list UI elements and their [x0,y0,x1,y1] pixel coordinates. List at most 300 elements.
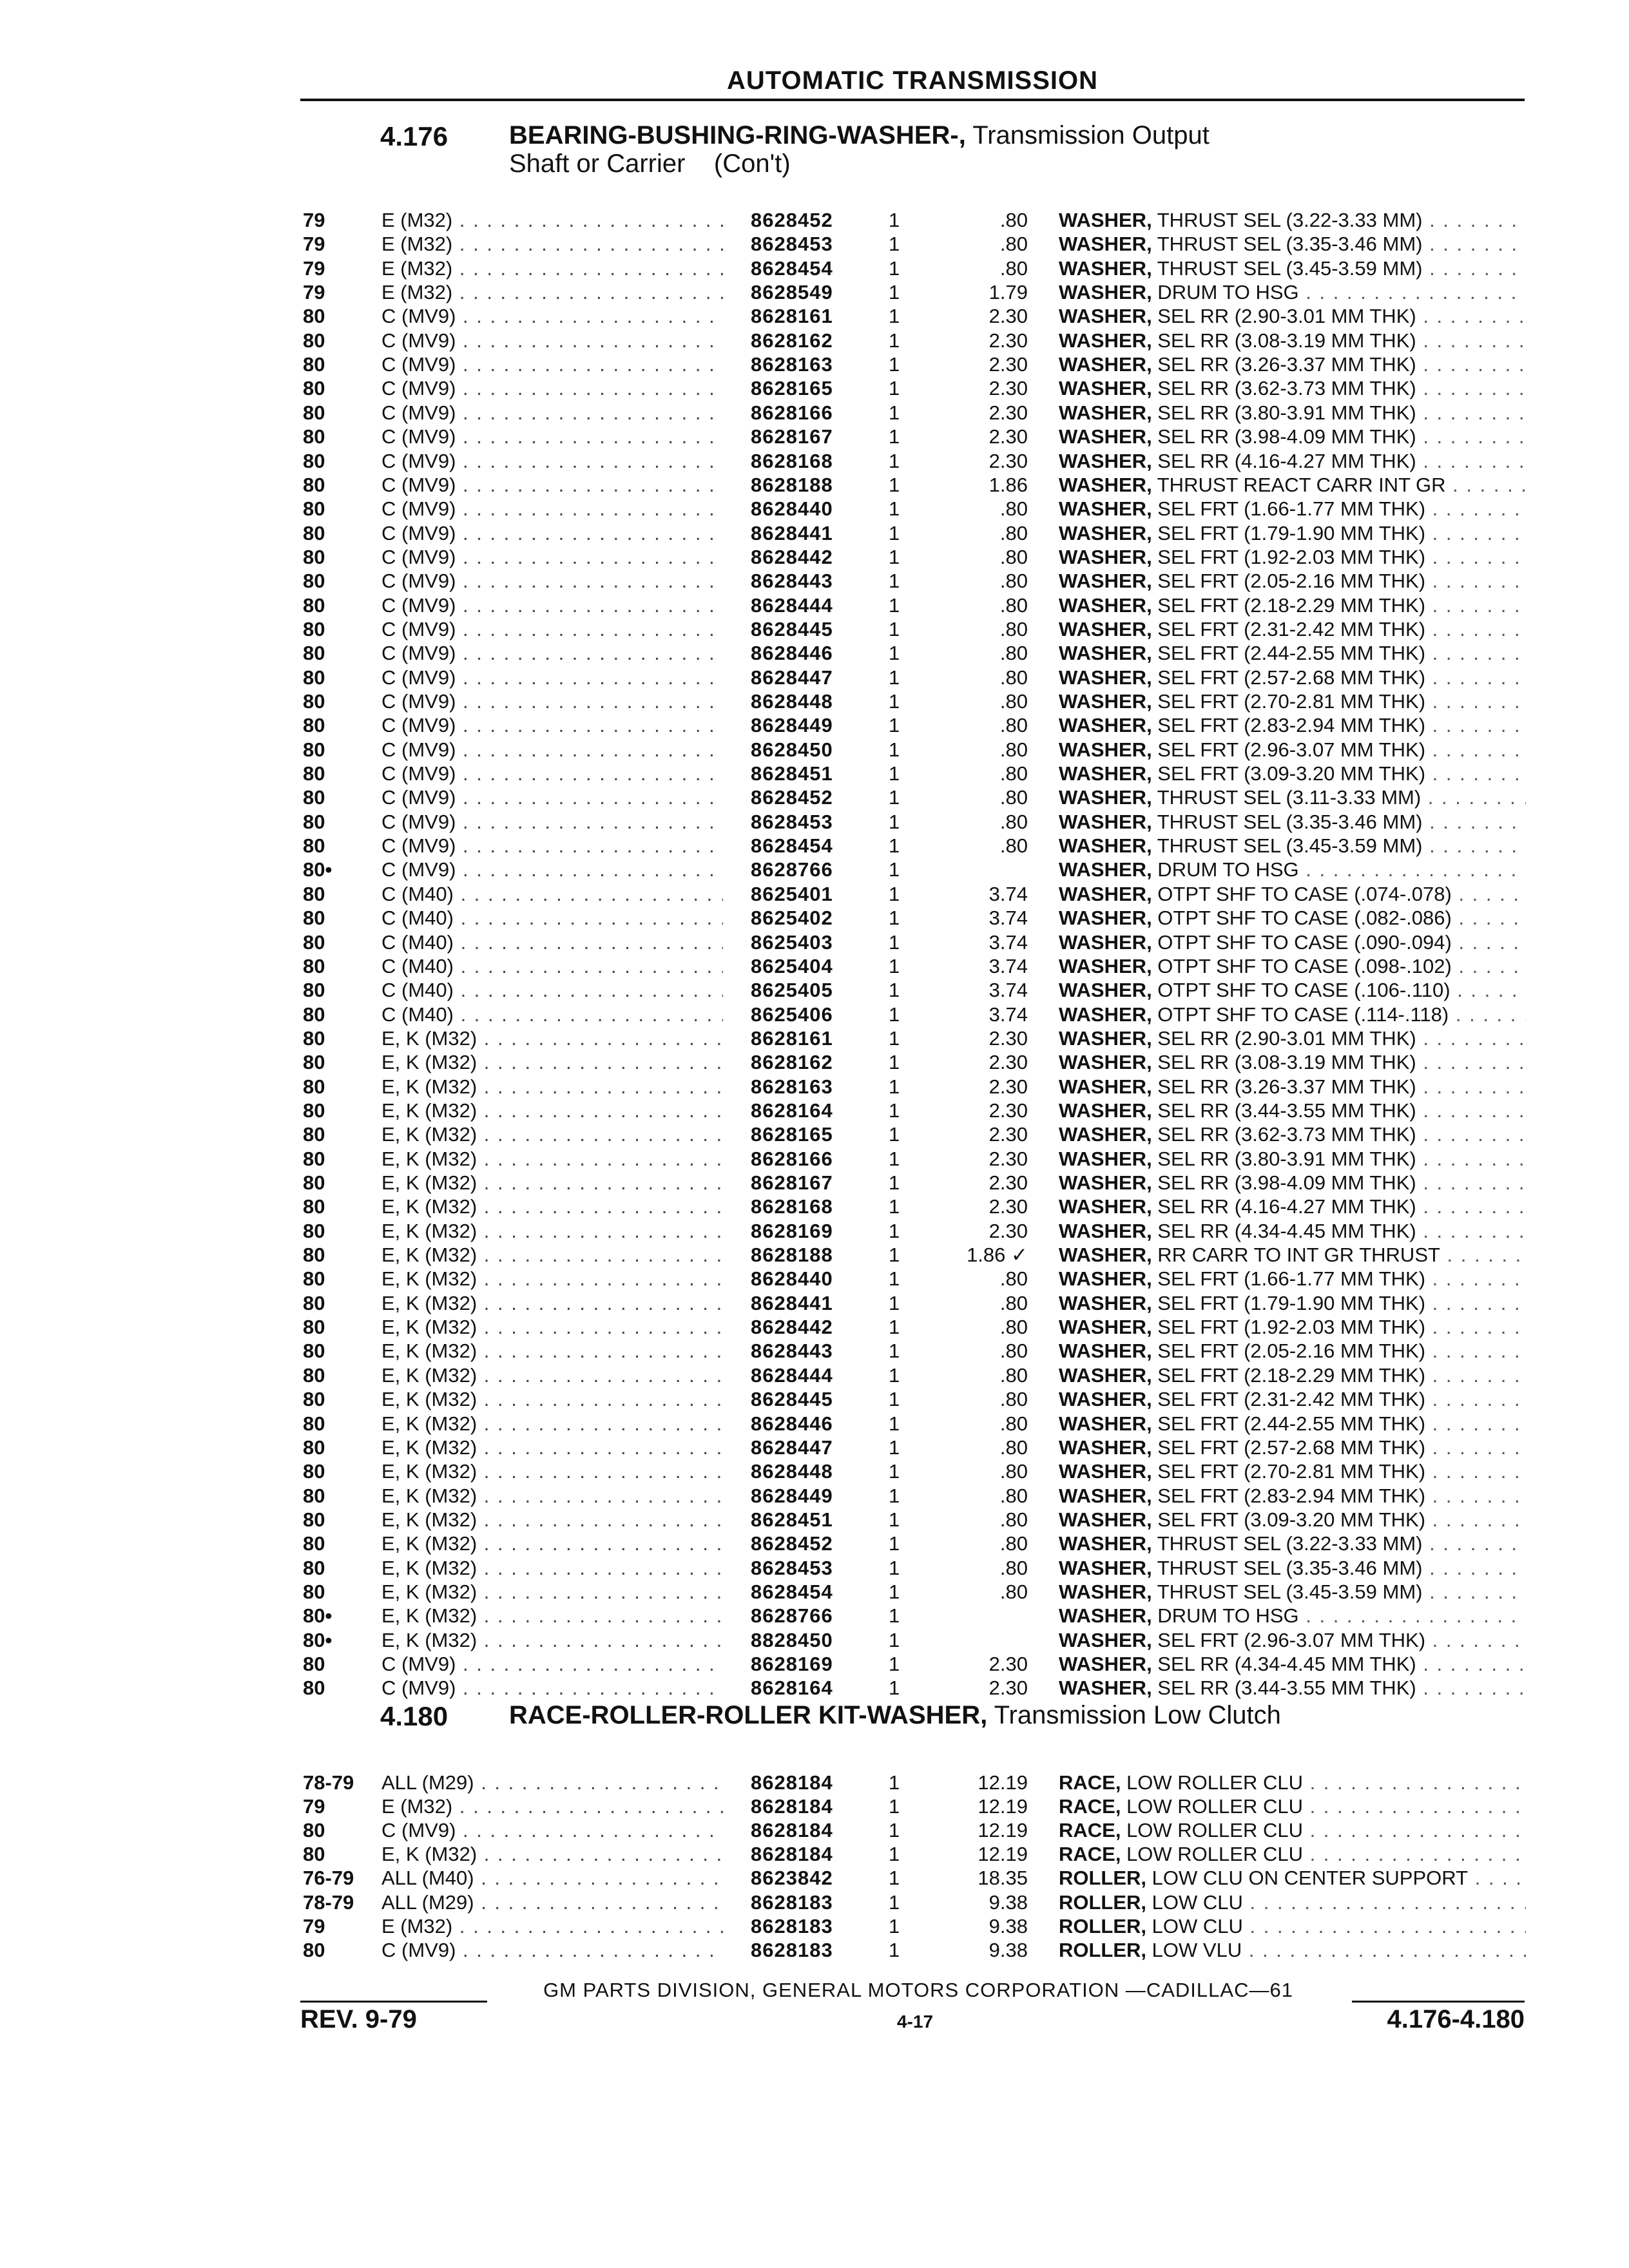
part-detail: THRUST REACT CARR INT GR [1152,473,1446,496]
body-code [381,713,723,737]
table-row [0,641,1629,665]
body-code [381,1026,723,1050]
model-year: 80 [303,1412,325,1435]
part-detail: LOW ROLLER CLU [1121,1843,1303,1866]
part-name: WASHER, [1059,1508,1152,1531]
price: 2.30 [988,401,1028,424]
part-name: RACE, [1059,1819,1121,1842]
part-detail: THRUST SEL (3.45-3.59 MM) [1152,1580,1423,1603]
description [1059,256,1526,280]
body-code [381,1363,723,1387]
part-number: 8628453 [751,1556,833,1579]
description [1059,232,1526,256]
part-name: ROLLER, [1059,1890,1147,1914]
quantity: 1 [889,1267,900,1291]
part-detail: THRUST SEL (3.22-3.33 MM) [1152,1532,1423,1555]
body-code-text: C (M40) [381,907,454,930]
quantity: 1 [889,1604,900,1628]
body-code [381,1412,723,1436]
body-code [381,1075,723,1099]
model-year: 80 [303,1244,325,1267]
model-year: 80 [303,907,325,930]
model-year: 79 [303,209,325,231]
body-code-text: C (M40) [381,954,454,977]
quantity: 1 [889,1075,900,1098]
quantity: 1 [889,1890,900,1914]
part-number: 8628549 [751,281,833,304]
description [1059,858,1526,881]
part-number: 8628442 [751,545,833,568]
body-code-text: C (MV9) [381,1819,456,1842]
price: .80 [999,497,1028,521]
description [1059,1628,1526,1652]
price: 1.79 [988,281,1028,304]
part-number: 8628766 [751,858,833,881]
quantity: 1 [889,738,900,761]
table-row [0,1866,1629,1890]
table-row [0,1412,1629,1436]
table-row [0,1532,1629,1555]
quantity: 1 [889,1843,900,1866]
part-detail: SEL FRT (1.92-2.03 MM THK) [1152,1316,1426,1339]
table-row [0,280,1629,304]
description [1059,1652,1526,1676]
part-number: 8628184 [751,1843,833,1866]
model-year: 76-79 [303,1867,354,1890]
description [1059,1387,1526,1411]
description [1059,810,1526,834]
quantity: 1 [889,401,900,424]
part-detail: OTPT SHF TO CASE (.082-.086) [1152,907,1452,930]
description [1059,1050,1526,1074]
body-code [381,1459,723,1483]
description [1059,1866,1526,1890]
part-name: WASHER, [1059,907,1152,930]
table-row [0,232,1629,256]
model-year: 80 [303,714,325,737]
body-code-text: E, K (M32) [381,1388,477,1411]
quantity: 1 [889,353,900,376]
body-code [381,593,723,617]
quantity: 1 [889,1340,900,1363]
description [1059,1219,1526,1243]
quantity: 1 [889,1653,900,1675]
part-number: 8628445 [751,1388,833,1411]
body-code [381,834,723,858]
part-detail: SEL RR (2.90-3.01 MM THK) [1152,1026,1416,1050]
price: 3.74 [988,907,1028,930]
body-code-text: C (MV9) [381,425,456,448]
price: 3.74 [988,954,1028,977]
table-row [0,858,1629,881]
footer-rule-right [1352,2001,1525,2003]
header-rule [300,99,1525,101]
body-code-text: C (MV9) [381,642,456,665]
description [1059,1075,1526,1099]
description [1059,1412,1526,1436]
part-number: 8628162 [751,1051,833,1074]
body-code-text: E, K (M32) [381,1051,477,1074]
quantity: 1 [889,329,900,352]
body-code-text: C (MV9) [381,593,456,617]
body-code-text: E (M32) [381,209,453,231]
quantity: 1 [889,954,900,977]
description [1059,473,1526,497]
part-name: WASHER, [1059,1580,1152,1603]
price: .80 [999,762,1028,785]
part-name: WASHER, [1059,954,1152,977]
model-year: 80 [303,1267,325,1291]
model-year: 80• [303,1604,333,1628]
quantity: 1 [889,1123,900,1146]
body-code [381,232,723,256]
part-name: WASHER, [1059,305,1152,328]
part-name: WASHER, [1059,1291,1152,1314]
part-number: 8628454 [751,834,833,858]
table-row [0,1556,1629,1580]
price: .80 [999,545,1028,568]
description [1059,834,1526,858]
description [1059,545,1526,569]
quantity: 1 [889,1244,900,1267]
description [1059,449,1526,473]
quantity: 1 [889,497,900,521]
quantity: 1 [889,305,900,328]
part-detail: SEL RR (4.34-4.45 MM THK) [1152,1653,1416,1675]
body-code [381,954,723,978]
part-detail: SEL RR (3.26-3.37 MM THK) [1152,1075,1416,1098]
price: 3.74 [988,979,1028,1002]
table-row [0,1099,1629,1122]
table-row [0,689,1629,713]
part-number: 8625403 [751,930,833,954]
part-detail: SEL FRT (2.44-2.55 MM THK) [1152,642,1426,665]
part-name: WASHER, [1059,449,1152,472]
part-name: WASHER, [1059,1677,1152,1700]
quantity: 1 [889,1819,900,1842]
part-number: 8628440 [751,497,833,521]
description [1059,521,1526,545]
part-name: WASHER, [1059,353,1152,376]
part-name: WASHER, [1059,1340,1152,1363]
part-number: 8625402 [751,907,833,930]
table-row [0,738,1629,762]
part-detail: SEL RR (3.98-4.09 MM THK) [1152,1171,1416,1194]
part-detail: SEL RR (3.08-3.19 MM THK) [1152,329,1416,352]
body-code [381,1890,723,1914]
table-row [0,1050,1629,1074]
footer-revision: REV. 9-79 [300,2005,417,2033]
table-row [0,593,1629,617]
part-detail: SEL RR (3.98-4.09 MM THK) [1152,425,1416,448]
body-code [381,1315,723,1339]
price: 12.19 [978,1819,1028,1842]
body-code-text: C (MV9) [381,834,456,858]
quantity: 1 [889,1508,900,1531]
model-year: 80 [303,570,325,593]
part-number: 8628184 [751,1819,833,1842]
part-detail: LOW ROLLER CLU [1121,1795,1303,1818]
model-year: 80 [303,1099,325,1122]
body-code-text: C (MV9) [381,521,456,544]
table-row [0,785,1629,809]
model-year: 80 [303,1316,325,1339]
body-code-text: C (MV9) [381,305,456,328]
body-code [381,1219,723,1243]
body-code [381,1556,723,1580]
body-code-text: E (M32) [381,281,453,304]
description [1059,1291,1526,1315]
part-number: 8628162 [751,329,833,352]
price: .80 [999,256,1028,280]
table-row [0,1580,1629,1604]
part-name: RACE, [1059,1771,1121,1794]
price: 2.30 [988,1195,1028,1218]
part-name: WASHER, [1059,714,1152,737]
part-name: WASHER, [1059,473,1152,496]
body-code [381,473,723,497]
body-code [381,785,723,809]
model-year: 80 [303,1460,325,1483]
body-code-text: E, K (M32) [381,1171,477,1194]
part-number: 8625401 [751,882,833,905]
model-year: 80• [303,1628,333,1651]
part-detail: LOW VLU [1146,1938,1242,1961]
body-code [381,641,723,665]
table-row [0,1122,1629,1146]
model-year: 80 [303,810,325,833]
part-number: 8628163 [751,353,833,376]
table-row [0,1890,1629,1914]
part-name: WASHER, [1059,1363,1152,1387]
table-row [0,545,1629,569]
section-title-bold: RACE-ROLLER-ROLLER KIT-WASHER, [509,1701,988,1729]
footer-page-number: 4-17 [896,2012,934,2032]
part-name: WASHER, [1059,834,1152,858]
description [1059,666,1526,689]
description [1059,1171,1526,1195]
price: 2.30 [988,377,1028,400]
part-name: WASHER, [1059,1051,1152,1074]
price: .80 [999,714,1028,737]
quantity: 1 [889,233,900,256]
model-year: 80 [303,1026,325,1050]
part-number: 8628167 [751,1171,833,1194]
body-code-text: C (MV9) [381,497,456,521]
body-code [381,1291,723,1315]
part-number: 8628169 [751,1653,833,1675]
description [1059,1484,1526,1508]
body-code-text: E, K (M32) [381,1412,477,1435]
table-row [0,1339,1629,1363]
model-year: 80 [303,1075,325,1098]
body-code [381,858,723,881]
table-row [0,1818,1629,1842]
price: 18.35 [978,1867,1028,1890]
part-number: 8625406 [751,1003,833,1026]
part-number: 8628451 [751,762,833,785]
part-detail: SEL RR (3.80-3.91 MM THK) [1152,401,1416,424]
body-code-text: E, K (M32) [381,1628,477,1651]
quantity: 1 [889,1580,900,1603]
body-code [381,1842,723,1866]
part-name: WASHER, [1059,1484,1152,1507]
model-year: 80 [303,1003,325,1026]
price: .80 [999,1532,1028,1555]
model-year: 80 [303,1436,325,1459]
body-code [381,1771,723,1794]
part-detail: SEL FRT (1.66-1.77 MM THK) [1152,1267,1426,1291]
part-number: 8628169 [751,1219,833,1242]
model-year: 80 [303,425,325,448]
body-code [381,497,723,521]
footer-section-range: 4.176-4.180 [1387,2005,1525,2033]
body-code [381,401,723,425]
table-row [0,473,1629,497]
body-code [381,1195,723,1218]
quantity: 1 [889,473,900,496]
model-year: 79 [303,281,325,304]
body-code [381,1003,723,1026]
table-row [0,1219,1629,1243]
part-name: WASHER, [1059,570,1152,593]
body-code [381,1818,723,1842]
part-name: WASHER, [1059,738,1152,761]
table-row [0,1794,1629,1818]
quantity: 1 [889,570,900,593]
part-number: 8628183 [751,1914,833,1937]
description [1059,1938,1526,1962]
model-year: 80 [303,882,325,905]
part-number: 8628163 [751,1075,833,1098]
part-number: 8628166 [751,1147,833,1170]
description [1059,304,1526,328]
part-detail: SEL FRT (2.70-2.81 MM THK) [1152,1460,1426,1483]
part-detail: RR CARR TO INT GR THRUST [1152,1244,1440,1267]
quantity: 1 [889,1195,900,1218]
body-code [381,1794,723,1818]
model-year: 80 [303,1938,325,1961]
body-code-text: E, K (M32) [381,1075,477,1098]
part-detail: SEL RR (3.62-3.73 MM THK) [1152,1123,1416,1146]
part-number: 8628444 [751,1363,833,1387]
quantity: 1 [889,1219,900,1242]
price: .80 [999,666,1028,689]
quantity: 1 [889,425,900,448]
section-4-180-title [509,1701,1281,1729]
table-row [0,1459,1629,1483]
quantity: 1 [889,642,900,665]
model-year: 80 [303,401,325,424]
body-code-text: C (MV9) [381,377,456,400]
section-4-176-number: 4.176 [380,121,448,151]
section-title-bold: BEARING-BUSHING-RING-WASHER-, [509,121,966,149]
body-code [381,1652,723,1676]
model-year: 80 [303,1123,325,1146]
table-row [0,497,1629,521]
part-detail: SEL FRT (2.83-2.94 MM THK) [1152,714,1426,737]
description [1059,280,1526,304]
part-name: WASHER, [1059,1147,1152,1170]
body-code [381,1050,723,1074]
body-code-text: C (MV9) [381,617,456,640]
part-name: WASHER, [1059,545,1152,568]
part-number: 8628443 [751,570,833,593]
table-row [0,1938,1629,1962]
part-number: 8623842 [751,1867,833,1890]
part-number: 8628452 [751,1532,833,1555]
body-code-text: C (MV9) [381,473,456,496]
part-name: WASHER, [1059,1532,1152,1555]
body-code-text: E, K (M32) [381,1436,477,1459]
model-year: 80 [303,642,325,665]
table-row [0,1267,1629,1291]
body-code [381,689,723,713]
description [1059,497,1526,521]
part-detail: SEL RR (3.62-3.73 MM THK) [1152,377,1416,400]
part-number: 8628447 [751,1436,833,1459]
part-detail: DRUM TO HSG [1152,281,1299,304]
description [1059,1147,1526,1171]
part-number: 8628167 [751,425,833,448]
body-code [381,304,723,328]
description [1059,425,1526,448]
part-number: 8628452 [751,209,833,231]
table-row [0,1315,1629,1339]
body-code-text: C (MV9) [381,401,456,424]
quantity: 1 [889,449,900,472]
price: .80 [999,642,1028,665]
price: 2.30 [988,1677,1028,1700]
description [1059,954,1526,978]
description [1059,1842,1526,1866]
quantity: 1 [889,1003,900,1026]
quantity: 1 [889,1867,900,1890]
quantity: 1 [889,1099,900,1122]
part-number: 8628447 [751,666,833,689]
table-row [0,449,1629,473]
description [1059,1026,1526,1050]
body-code [381,329,723,352]
price: 3.74 [988,1003,1028,1026]
quantity: 1 [889,545,900,568]
body-code [381,930,723,954]
price: .80 [999,1508,1028,1531]
model-year: 80 [303,593,325,617]
price: 2.30 [988,353,1028,376]
quantity: 1 [889,1316,900,1339]
body-code-text: C (MV9) [381,1653,456,1675]
model-year: 80 [303,521,325,544]
model-year: 80 [303,1653,325,1675]
price: 2.30 [988,1171,1028,1194]
part-name: WASHER, [1059,1388,1152,1411]
quantity: 1 [889,1795,900,1818]
quantity: 1 [889,1484,900,1507]
price: 2.30 [988,329,1028,352]
part-number: 8828450 [751,1628,833,1651]
part-name: WASHER, [1059,1195,1152,1218]
model-year: 80 [303,738,325,761]
quantity: 1 [889,1914,900,1937]
description [1059,1890,1526,1914]
part-name: WASHER, [1059,617,1152,640]
part-name: WASHER, [1059,882,1152,905]
model-year: 79 [303,1914,325,1937]
body-code-text: C (M40) [381,979,454,1002]
table-row [0,569,1629,593]
table-row [0,1003,1629,1026]
